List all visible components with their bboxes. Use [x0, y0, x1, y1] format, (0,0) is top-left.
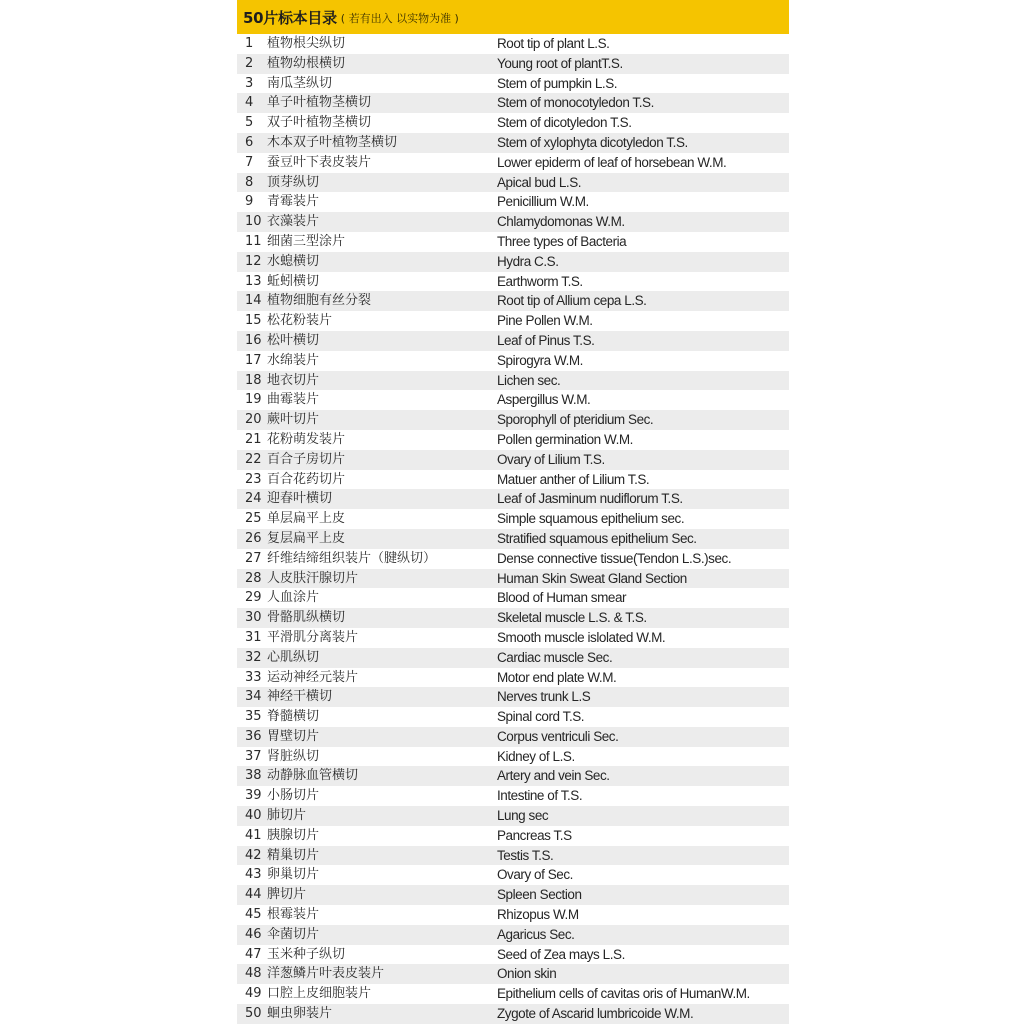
- item-name-chinese: 水螅横切: [267, 253, 320, 269]
- table-row: [237, 588, 789, 608]
- item-name-english: Lung sec: [497, 808, 549, 824]
- item-name-english: Epithelium cells of cavitas oris of HumanW.M.: [497, 986, 750, 1002]
- item-number: 32: [245, 649, 262, 665]
- item-name-chinese: 南瓜茎纵切: [267, 75, 333, 91]
- item-name-english: Young root of plantT.S.: [497, 55, 623, 71]
- item-name-english: Corpus ventriculi Sec.: [497, 728, 619, 744]
- item-name-english: Seed of Zea mays L.S.: [497, 946, 625, 962]
- item-name-chinese: 脾切片: [267, 887, 307, 903]
- catalog-list: [237, 34, 789, 1024]
- item-name-chinese: 动静脉血管横切: [267, 768, 359, 784]
- item-name-english: Cardiac muscle Sec.: [497, 649, 613, 665]
- table-row: [237, 74, 789, 94]
- item-number: 40: [245, 808, 262, 824]
- item-name-english: Earthworm T.S.: [497, 273, 583, 289]
- item-name-chinese: 百合子房切片: [267, 451, 346, 467]
- item-name-chinese: 纤维结缔组织装片（腱纵切）: [267, 550, 437, 566]
- item-name-english: Leaf of Pinus T.S.: [497, 332, 595, 348]
- item-name-chinese: 衣藻装片: [267, 214, 320, 230]
- item-name-chinese: 人血涂片: [267, 590, 320, 606]
- table-row: [237, 865, 789, 885]
- table-row: [237, 569, 789, 589]
- item-number: 27: [245, 550, 262, 566]
- table-row: [237, 529, 789, 549]
- item-name-english: Motor end plate W.M.: [497, 669, 617, 685]
- item-number: 8: [245, 174, 254, 190]
- item-number: 16: [245, 332, 262, 348]
- table-row: [237, 252, 789, 272]
- item-name-chinese: 根霉装片: [267, 907, 320, 923]
- table-row: [237, 707, 789, 727]
- item-number: 35: [245, 709, 262, 725]
- item-name-chinese: 卵巢切片: [267, 867, 320, 883]
- table-row: [237, 93, 789, 113]
- item-name-chinese: 植物细胞有丝分裂: [267, 293, 372, 309]
- item-number: 34: [245, 689, 262, 705]
- table-row: [237, 430, 789, 450]
- table-row: [237, 668, 789, 688]
- catalog-header: [237, 0, 789, 34]
- table-row: [237, 549, 789, 569]
- item-number: 48: [245, 966, 262, 982]
- item-name-english: Stem of pumpkin L.S.: [497, 75, 618, 91]
- item-name-english: Root tip of Allium cepa L.S.: [497, 293, 647, 309]
- item-number: 25: [245, 511, 262, 527]
- item-name-english: Skeletal muscle L.S. & T.S.: [497, 610, 647, 626]
- item-name-chinese: 蛔虫卵装片: [267, 1006, 333, 1022]
- item-name-chinese: 顶芽纵切: [267, 174, 320, 190]
- item-name-english: Stem of dicotyledon T.S.: [497, 115, 632, 131]
- table-row: [237, 133, 789, 153]
- item-name-english: Smooth muscle islolated W.M.: [497, 629, 666, 645]
- item-name-english: Leaf of Jasminum nudiflorum T.S.: [497, 491, 683, 507]
- table-row: [237, 470, 789, 490]
- item-name-chinese: 百合花药切片: [267, 471, 346, 487]
- table-row: [237, 351, 789, 371]
- item-number: 29: [245, 590, 262, 606]
- item-name-chinese: 松叶横切: [267, 332, 320, 348]
- item-name-english: Stem of xylophyta dicotyledon T.S.: [497, 134, 688, 150]
- item-name-english: Human Skin Sweat Gland Section: [497, 570, 687, 586]
- item-number: 3: [245, 75, 254, 91]
- item-number: 6: [245, 134, 254, 150]
- item-name-english: Spirogyra W.M.: [497, 352, 583, 368]
- table-row: [237, 905, 789, 925]
- table-row: [237, 945, 789, 965]
- item-number: 30: [245, 610, 262, 626]
- item-number: 22: [245, 451, 262, 467]
- table-row: [237, 925, 789, 945]
- item-name-english: Onion skin: [497, 966, 557, 982]
- item-name-english: Testis T.S.: [497, 847, 554, 863]
- item-number: 26: [245, 530, 262, 546]
- table-row: [237, 806, 789, 826]
- item-name-english: Dense connective tissue(Tendon L.S.)sec.: [497, 550, 732, 566]
- item-name-chinese: 伞菌切片: [267, 926, 320, 942]
- item-number: 45: [245, 907, 262, 923]
- item-name-chinese: 精巢切片: [267, 847, 320, 863]
- item-number: 31: [245, 629, 262, 645]
- item-number: 9: [245, 194, 254, 210]
- item-name-chinese: 胰腺切片: [267, 827, 320, 843]
- item-number: 4: [245, 95, 254, 111]
- item-name-english: Matuer anther of Lilium T.S.: [497, 471, 650, 487]
- table-row: [237, 173, 789, 193]
- table-row: [237, 687, 789, 707]
- item-name-chinese: 花粉萌发装片: [267, 431, 346, 447]
- item-number: 33: [245, 669, 262, 685]
- item-name-chinese: 平滑肌分离装片: [267, 629, 359, 645]
- item-name-english: Lower epiderm of leaf of horsebean W.M.: [497, 154, 727, 170]
- item-name-english: Intestine of T.S.: [497, 788, 583, 804]
- table-row: [237, 1004, 789, 1024]
- item-number: 11: [245, 233, 262, 249]
- table-row: [237, 212, 789, 232]
- item-name-chinese: 地衣切片: [267, 372, 320, 388]
- catalog-note: ( 若有出入 以实物为准 ): [340, 12, 459, 25]
- item-name-english: Chlamydomonas W.M.: [497, 214, 625, 230]
- table-row: [237, 331, 789, 351]
- item-number: 39: [245, 788, 262, 804]
- item-name-english: Hydra C.S.: [497, 253, 559, 269]
- item-name-english: Agaricus Sec.: [497, 926, 575, 942]
- item-name-english: Spleen Section: [497, 887, 582, 903]
- item-number: 5: [245, 115, 254, 131]
- table-row: [237, 390, 789, 410]
- table-row: [237, 509, 789, 529]
- item-name-english: Root tip of plant L.S.: [497, 36, 610, 51]
- item-number: 38: [245, 768, 262, 784]
- item-number: 47: [245, 946, 262, 962]
- table-row: [237, 608, 789, 628]
- item-number: 12: [245, 253, 262, 269]
- item-name-chinese: 植物根尖纵切: [267, 36, 346, 51]
- item-number: 21: [245, 431, 262, 447]
- table-row: [237, 291, 789, 311]
- item-number: 7: [245, 154, 254, 170]
- item-name-chinese: 单层扁平上皮: [267, 511, 346, 527]
- item-name-chinese: 单子叶植物茎横切: [267, 95, 372, 111]
- item-name-chinese: 人皮肤汗腺切片: [267, 570, 359, 586]
- item-number: 20: [245, 412, 262, 428]
- item-name-english: Ovary of Lilium T.S.: [497, 451, 605, 467]
- item-name-english: Pollen germination W.M.: [497, 431, 633, 447]
- item-name-chinese: 胃壁切片: [267, 728, 320, 744]
- item-number: 37: [245, 748, 262, 764]
- item-name-english: Apical bud L.S.: [497, 174, 582, 190]
- item-number: 13: [245, 273, 262, 289]
- item-name-chinese: 细菌三型涂片: [267, 233, 346, 249]
- item-number: 10: [245, 214, 262, 230]
- item-name-chinese: 玉米种子纵切: [267, 946, 346, 962]
- item-name-chinese: 骨骼肌纵横切: [267, 610, 346, 626]
- table-row: [237, 54, 789, 74]
- item-name-chinese: 迎春叶横切: [267, 491, 333, 507]
- item-name-chinese: 蚕豆叶下表皮装片: [267, 154, 372, 170]
- table-row: [237, 964, 789, 984]
- table-row: [237, 747, 789, 767]
- item-name-english: Artery and vein Sec.: [497, 768, 610, 784]
- table-row: [237, 410, 789, 430]
- item-name-english: Stem of monocotyledon T.S.: [497, 95, 654, 111]
- item-name-chinese: 水绵装片: [267, 352, 320, 368]
- table-row: [237, 34, 789, 54]
- item-number: 44: [245, 887, 262, 903]
- item-name-english: Spinal cord T.S.: [497, 709, 585, 725]
- item-number: 24: [245, 491, 262, 507]
- item-number: 49: [245, 986, 262, 1002]
- table-row: [237, 450, 789, 470]
- table-row: [237, 311, 789, 331]
- item-name-english: Penicillium W.M.: [497, 194, 589, 210]
- table-row: [237, 846, 789, 866]
- item-name-chinese: 双子叶植物茎横切: [267, 115, 372, 131]
- table-row: [237, 489, 789, 509]
- table-row: [237, 153, 789, 173]
- item-number: 50: [245, 1006, 262, 1022]
- item-name-english: Ovary of Sec.: [497, 867, 573, 883]
- item-number: 28: [245, 570, 262, 586]
- table-row: [237, 786, 789, 806]
- item-name-chinese: 蕨叶切片: [267, 412, 320, 428]
- item-name-chinese: 肺切片: [267, 808, 307, 824]
- table-row: [237, 272, 789, 292]
- item-name-chinese: 运动神经元装片: [267, 669, 359, 685]
- item-number: 23: [245, 471, 262, 487]
- item-name-chinese: 蚯蚓横切: [267, 273, 320, 289]
- item-number: 46: [245, 926, 262, 942]
- item-name-english: Sporophyll of pteridium Sec.: [497, 412, 654, 428]
- table-row: [237, 232, 789, 252]
- item-name-english: Blood of Human smear: [497, 590, 627, 606]
- item-name-chinese: 木本双子叶植物茎横切: [267, 134, 398, 150]
- item-number: 14: [245, 293, 262, 309]
- item-number: 36: [245, 728, 262, 744]
- table-row: [237, 113, 789, 133]
- item-name-english: Simple squamous epithelium sec.: [497, 511, 685, 527]
- item-number: 17: [245, 352, 262, 368]
- item-name-chinese: 口腔上皮细胞装片: [267, 986, 372, 1002]
- specimen-catalog: [237, 0, 789, 1024]
- item-name-english: Nerves trunk L.S: [497, 689, 591, 705]
- item-name-chinese: 松花粉装片: [267, 313, 333, 329]
- item-name-english: Rhizopus W.M: [497, 907, 579, 923]
- catalog-title: 50片标本目录: [243, 8, 337, 27]
- item-name-chinese: 脊髓横切: [267, 709, 320, 725]
- item-number: 1: [245, 36, 254, 51]
- item-name-english: Pancreas T.S: [497, 827, 572, 843]
- table-row: [237, 885, 789, 905]
- item-name-chinese: 小肠切片: [267, 788, 320, 804]
- item-name-english: Kidney of L.S.: [497, 748, 575, 764]
- table-row: [237, 192, 789, 212]
- item-number: 15: [245, 313, 262, 329]
- table-row: [237, 826, 789, 846]
- table-row: [237, 371, 789, 391]
- table-row: [237, 628, 789, 648]
- item-name-english: Three types of Bacteria: [497, 233, 627, 249]
- item-name-chinese: 心肌纵切: [267, 649, 320, 665]
- item-name-chinese: 青霉装片: [267, 194, 320, 210]
- item-name-english: Stratified squamous epithelium Sec.: [497, 530, 697, 546]
- item-number: 19: [245, 392, 262, 408]
- item-name-english: Aspergillus W.M.: [497, 392, 591, 408]
- table-row: [237, 648, 789, 668]
- item-number: 43: [245, 867, 262, 883]
- item-name-chinese: 神经干横切: [267, 689, 333, 705]
- item-name-chinese: 曲霉装片: [267, 392, 320, 408]
- item-number: 2: [245, 55, 254, 71]
- item-name-english: Lichen sec.: [497, 372, 561, 388]
- item-name-chinese: 肾脏纵切: [267, 748, 320, 764]
- table-row: [237, 727, 789, 747]
- item-name-chinese: 复层扁平上皮: [267, 530, 346, 546]
- table-row: [237, 766, 789, 786]
- table-row: [237, 984, 789, 1004]
- item-name-english: Zygote of Ascarid lumbricoide W.M.: [497, 1006, 694, 1022]
- item-name-english: Pine Pollen W.M.: [497, 313, 593, 329]
- item-number: 42: [245, 847, 262, 863]
- item-name-chinese: 植物幼根横切: [267, 55, 346, 71]
- item-number: 41: [245, 827, 262, 843]
- item-number: 18: [245, 372, 262, 388]
- item-name-chinese: 洋葱鳞片叶表皮装片: [267, 966, 385, 982]
